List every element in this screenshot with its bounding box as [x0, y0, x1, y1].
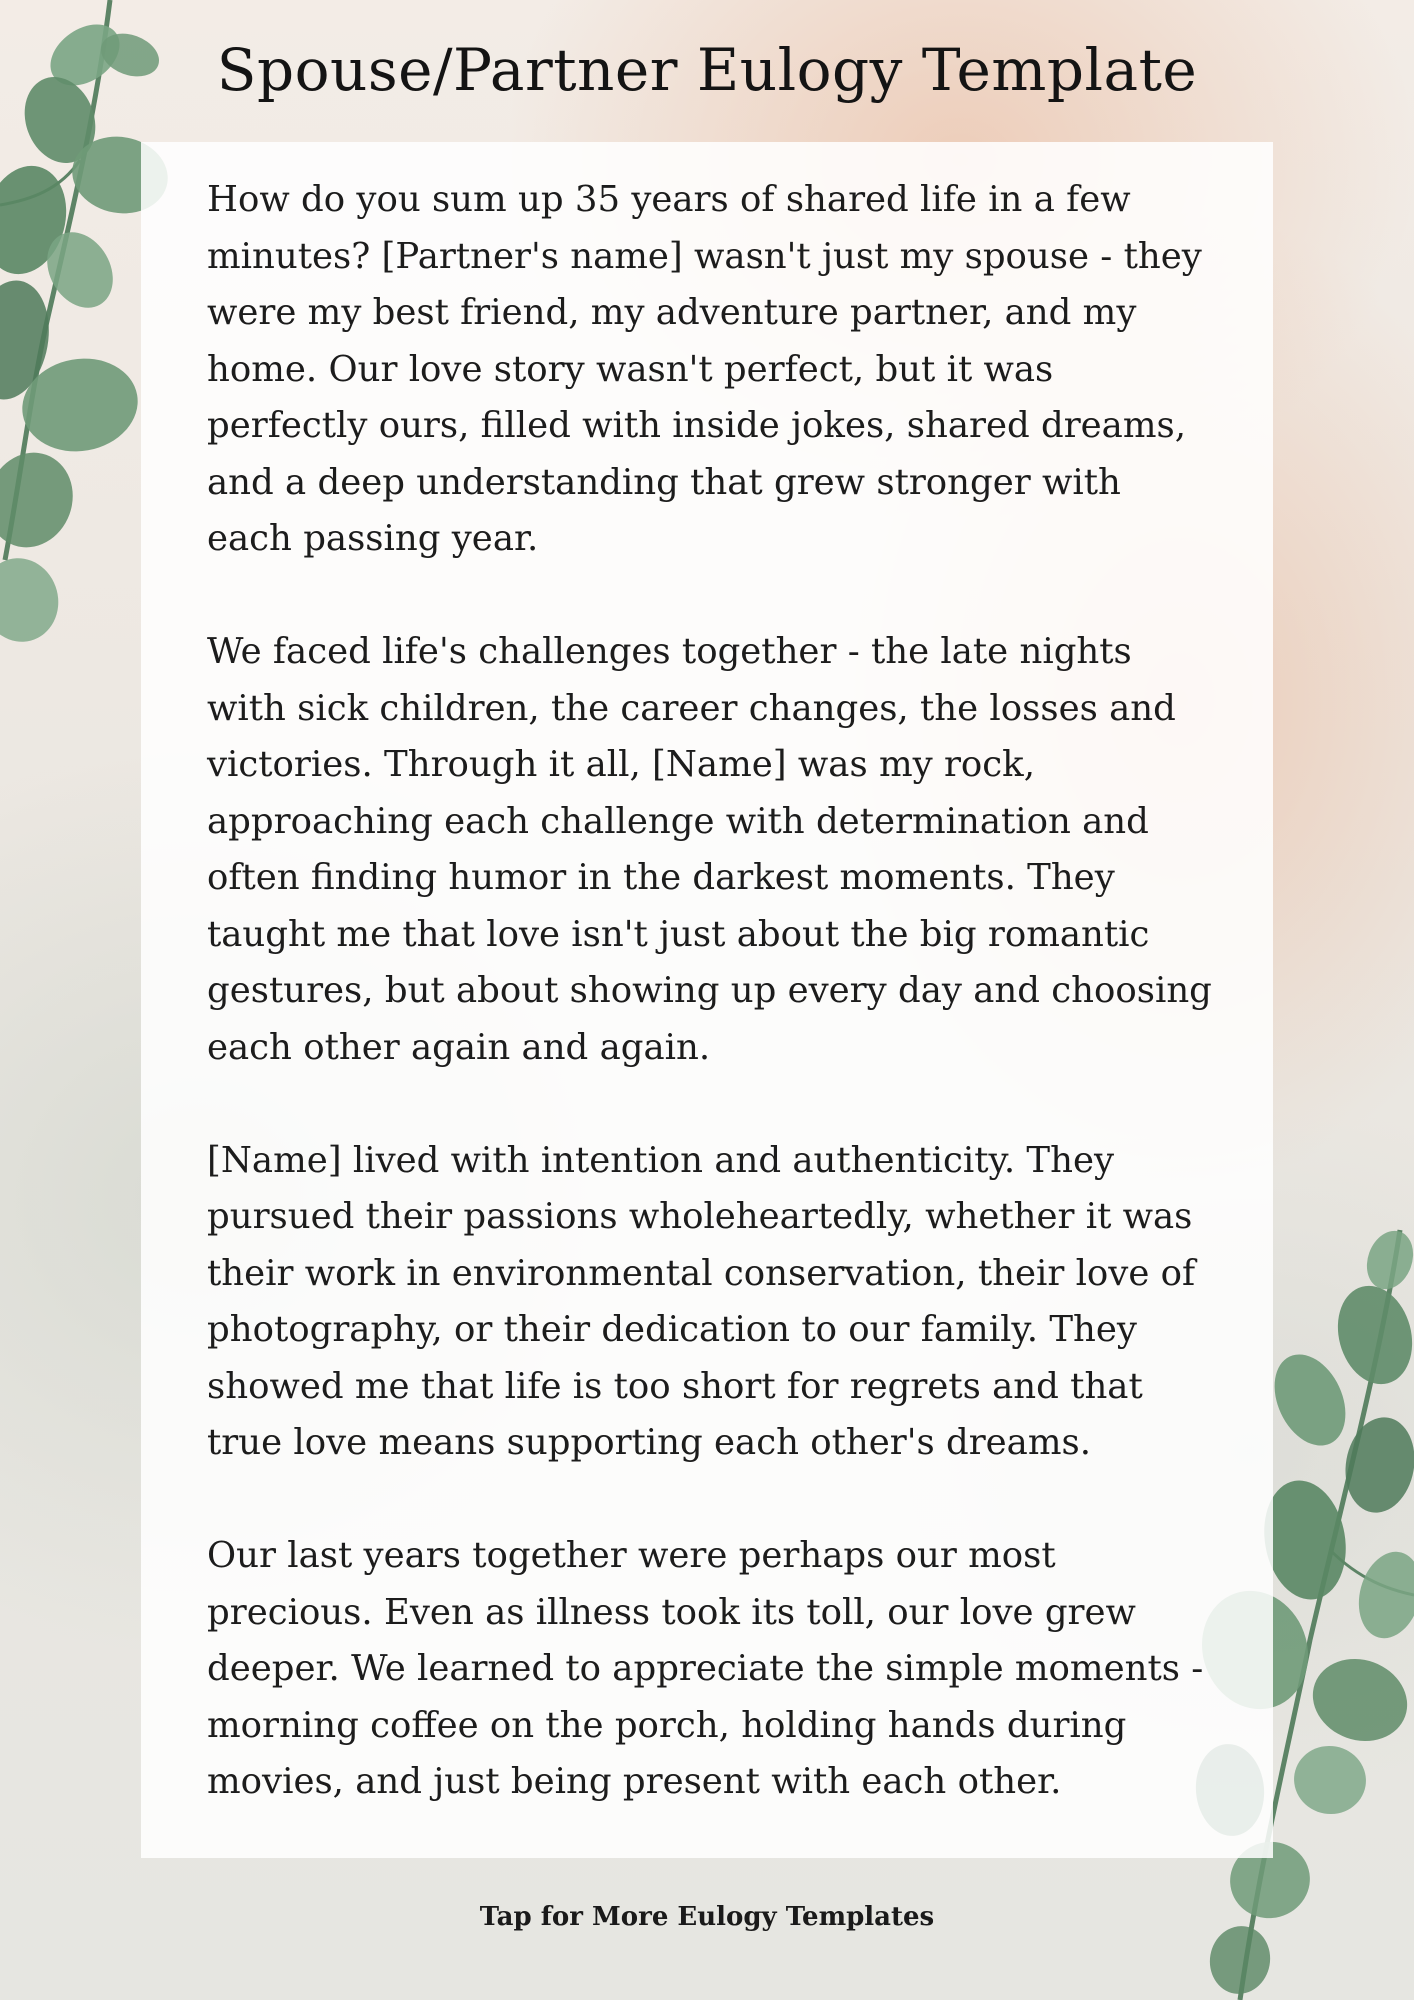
eulogy-paragraph-4: Our last years together were perhaps our most precious. Even as illness took its toll, our love grew deeper. We learned to appreciate the simple moments - morning coffee on the porch, holding hands during movies, and just being present with each other.: [207, 1535, 1204, 1802]
eulogy-paragraph-3: [Name] lived with intention and authenticity. They pursued their passions wholeheartedly, whether it was their work in environmental conservation, their love of photography, or their dedication to our family. They showed me that life is too short for regrets and that true love means supporting each other's dreams.: [207, 1139, 1196, 1463]
more-templates-link[interactable]: Tap for More Eulogy Templates: [479, 1902, 935, 1932]
page-title: Spouse/Partner Eulogy Template: [216, 36, 1198, 104]
eulogy-paragraph-2: We faced life's challenges together - the late nights with sick children, the career changes, the losses and victories. Through it all, [Name] was my rock, approaching each challenge with determination and often finding humor in the darkest moments. They taught me that love isn't just about the big romantic gestures, but about showing up every day and choosing each other again and again.: [207, 631, 1212, 1068]
eulogy-body: [207, 172, 1217, 1867]
eulogy-paragraph-1: How do you sum up 35 years of shared life in a few minutes? [Partner's name] wasn't just my spouse - they were my best friend, my adventure partner, and my home. Our love story wasn't perfect, but it was perfectly ours, filled with inside jokes, shared dreams, and a deep understanding that grew stronger with each passing year.: [207, 179, 1202, 559]
